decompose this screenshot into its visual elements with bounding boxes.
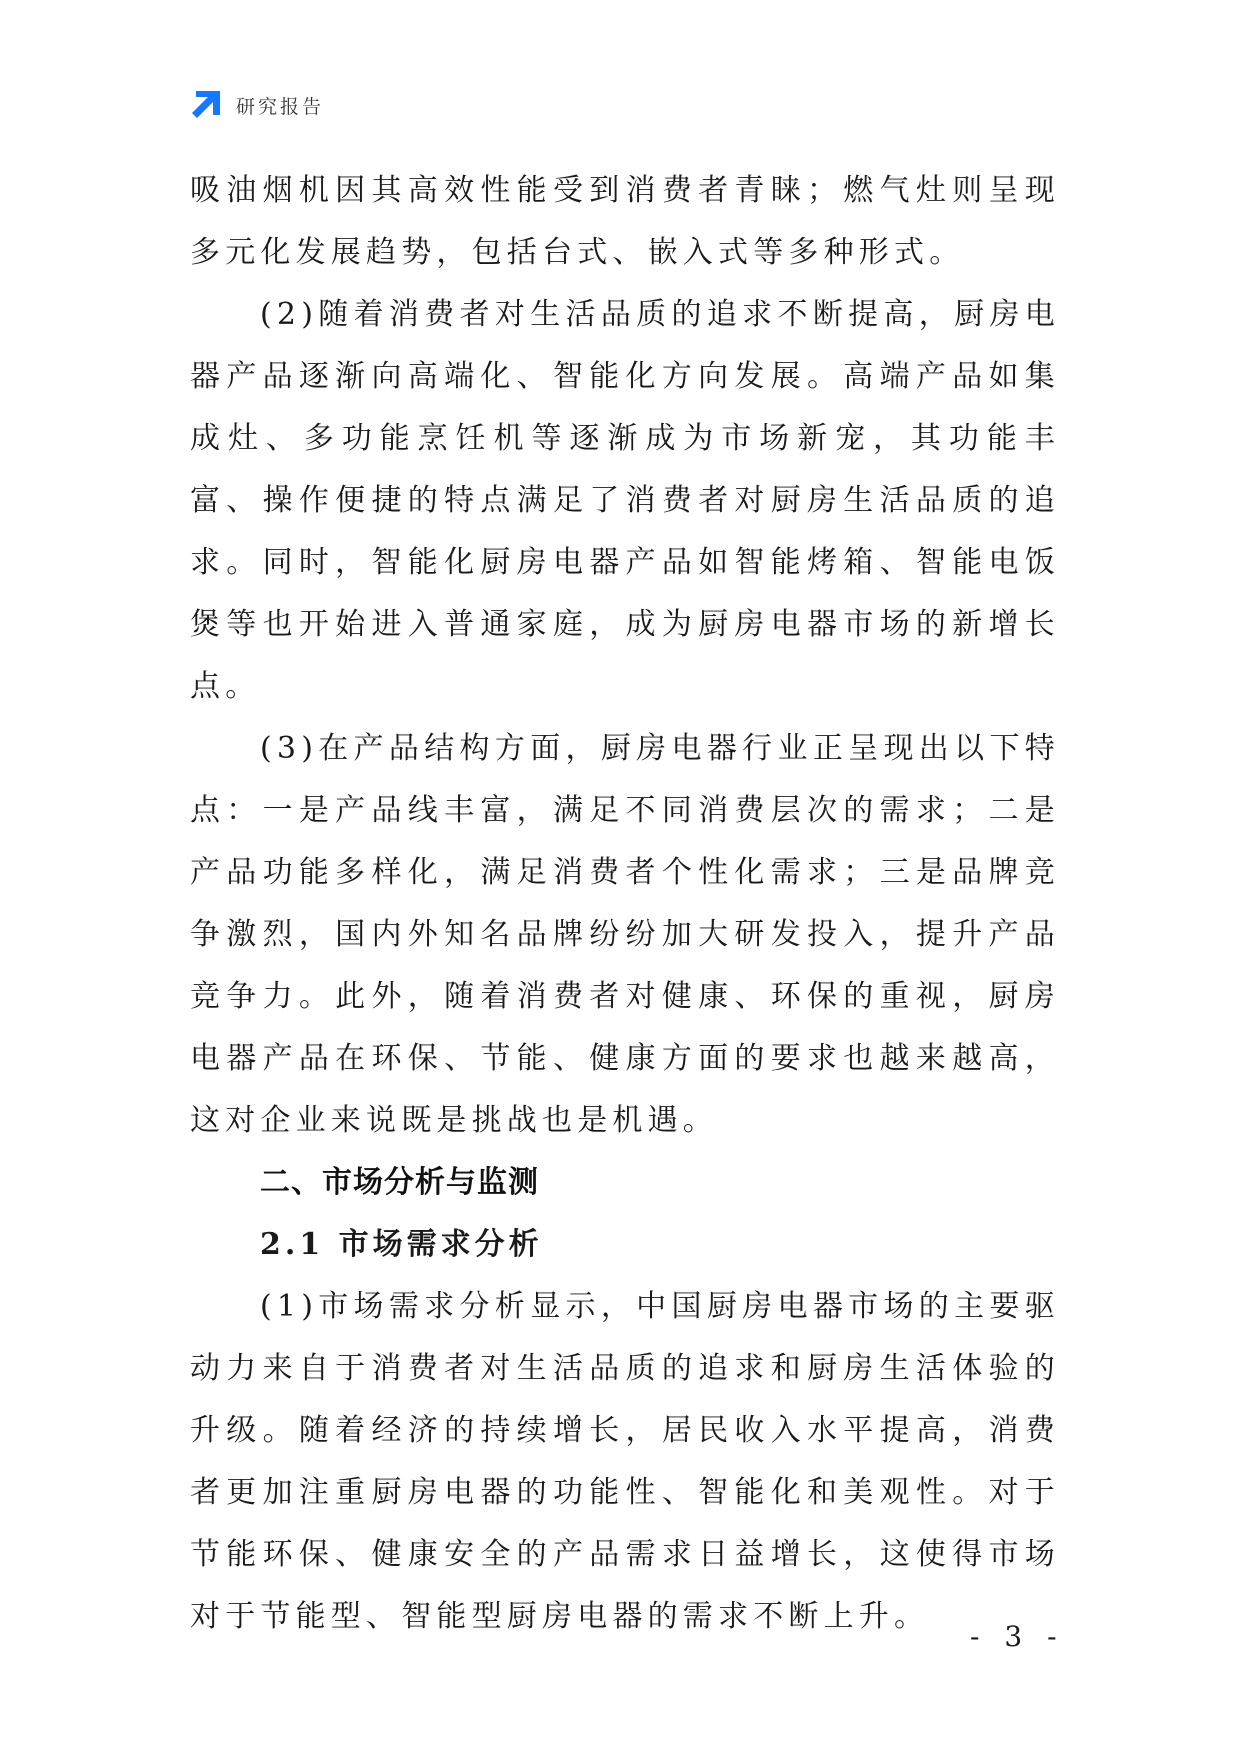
page-number: - 3 -: [970, 1620, 1065, 1653]
paragraph-intro: 吸油烟机因其高效性能受到消费者青睐；燃气灶则呈现多元化发展趋势，包括台式、嵌入式等多种形式。: [190, 173, 1060, 270]
page-header: [190, 88, 324, 122]
paragraph-3: (3)在产品结构方面，厨房电器行业正呈现出以下特点：一是产品线丰富，满足不同消费层次的需求；二是产品功能多样化，满足消费者个性化需求；三是品牌竞争激烈，国内外知名品牌纷纷加大研发投入，提升产品竞争力。此外，随着消费者对健康、环保的重视，厨房电器产品在环保、节能、健康方面的要求也越来越高，这对企业来说既是挑战也是机遇。: [190, 731, 1060, 1138]
document-body: [190, 160, 1060, 1648]
subsection-heading: 2.1 市场需求分析: [260, 1227, 543, 1262]
paragraph-4: (1)市场需求分析显示，中国厨房电器市场的主要驱动力来自于消费者对生活品质的追求和厨房生活体验的升级。随着经济的持续增长，居民收入水平提高，消费者更加注重厨房电器的功能性、智能化和美观性。对于节能环保、健康安全的产品需求日益增长，这使得市场对于节能型、智能型厨房电器的需求不断上升。: [190, 1289, 1060, 1634]
paragraph-2: (2)随着消费者对生活品质的追求不断提高，厨房电器产品逐渐向高端化、智能化方向发展。高端产品如集成灶、多功能烹饪机等逐渐成为市场新宠，其功能丰富、操作便捷的特点满足了消费者对厨房生活品质的追求。同时，智能化厨房电器产品如智能烤箱、智能电饭煲等也开始进入普通家庭，成为厨房电器市场的新增长点。: [190, 297, 1060, 704]
section-heading: 二、市场分析与监测: [260, 1165, 539, 1200]
logo-arrow-icon: [190, 89, 222, 121]
header-title: 研究报告: [236, 95, 325, 118]
